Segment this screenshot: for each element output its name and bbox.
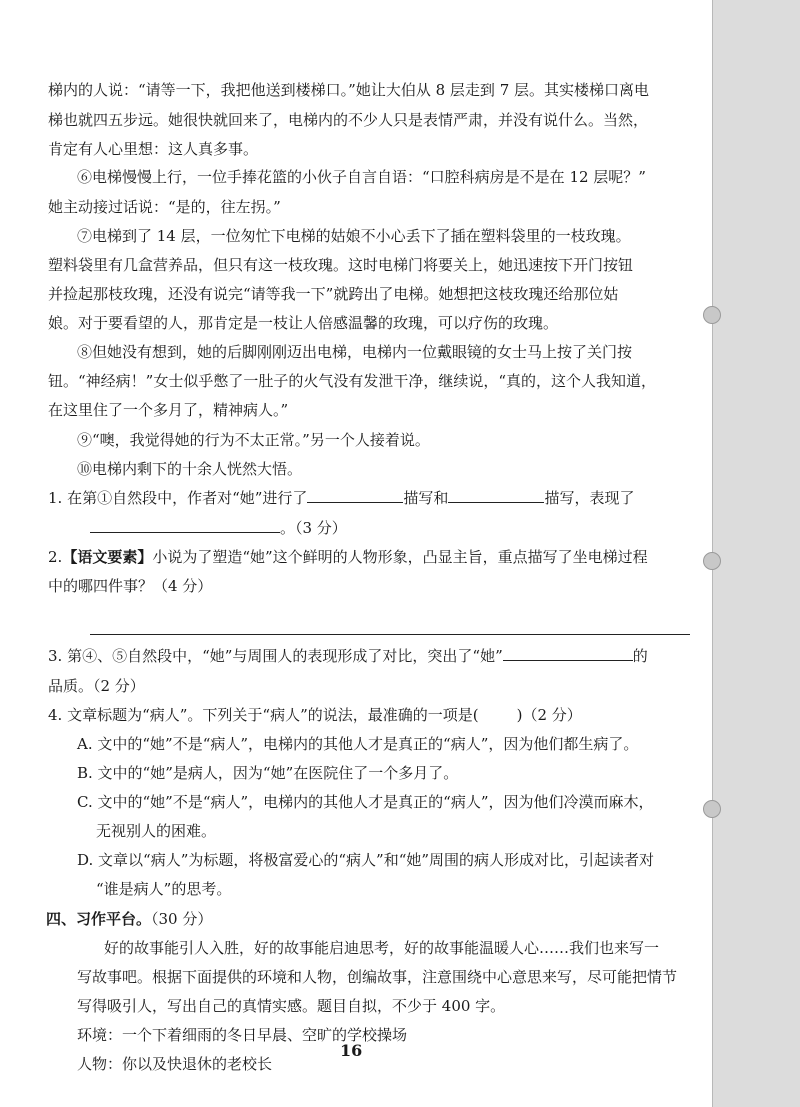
section-4-heading	[46, 909, 212, 929]
question-2-text: 小说为了塑造“她”这个鲜明的人物形象，凸显主旨，重点描写了坐电梯过程	[152, 548, 648, 566]
question-3	[48, 646, 648, 666]
answer-blank[interactable]	[90, 518, 280, 533]
option-b: B. 文中的“她”是病人，因为“她”在医院住了一个多月了。	[77, 764, 459, 782]
option-c-cont: 无视别人的困难。	[96, 822, 217, 840]
question-1-text: 描写和	[403, 489, 449, 507]
writing-prompt: 写故事吧。根据下面提供的环境和人物，创编故事，注意围绕中心意思来写，尽可能把情节	[77, 968, 678, 986]
question-4	[48, 705, 582, 725]
question-1	[48, 488, 634, 508]
passage-line: 梯也就四五步远。她很快就回来了，电梯内的不少人只是表情严肃，并没有说什么。当然，	[48, 111, 649, 129]
passage-line: ⑥电梯慢慢上行，一位手捧花篮的小伙子自言自语：“口腔科病房是不是在 12 层呢？”	[77, 168, 646, 186]
passage-line: 钮。“神经病！”女士似乎憋了一肚子的火气没有发泄干净，继续说，“真的，这个人我知道，	[48, 372, 657, 390]
passage-line: 娘。对于要看望的人，那肯定是一枝让人倍感温馨的玫瑰，可以疗伤的玫瑰。	[48, 314, 559, 332]
question-2	[48, 547, 648, 567]
option-d: D. 文章以“病人”为标题，将极富爱心的“病人”和“她”周围的病人形成对比，引起读者对	[77, 851, 655, 869]
writing-prompt: 好的故事能引人入胜，好的故事能启迪思考，好的故事能温暖人心……我们也来写一	[104, 939, 660, 957]
passage-line: 梯内的人说：“请等一下，我把他送到楼梯口。”她让大伯从 8 层走到 7 层。其实楼梯口离电	[48, 81, 650, 99]
question-1-text: 1. 在第①自然段中，作者对“她”进行了	[48, 489, 308, 507]
passage-line: 塑料袋里有几盒营养品，但只有这一枝玫瑰。这时电梯门将要关上，她迅速按下开门按钮	[48, 256, 634, 274]
page-number: 16	[340, 1041, 363, 1060]
section-score: （30 分）	[151, 910, 213, 928]
question-2-text: 中的哪四件事？（4 分）	[48, 577, 213, 595]
language-element-tag: 【语文要素】	[62, 548, 153, 566]
binding-hole	[703, 800, 721, 818]
characters-line: 人物：你以及快退休的老校长	[77, 1055, 273, 1073]
page-gutter	[712, 0, 800, 1107]
option-a: A. 文中的“她”不是“病人”，电梯内的其他人才是真正的“病人”，因为他们都生病了。	[77, 735, 639, 753]
question-1-text: 描写，表现了	[544, 489, 635, 507]
section-title: 四、习作平台。	[46, 910, 152, 928]
question-4-text: 4. 文章标题为“病人”。下列关于“病人”的说法，最准确的一项是(	[48, 706, 479, 724]
binding-hole	[703, 552, 721, 570]
question-1-cont	[90, 518, 347, 538]
passage-line: 在这里住了一个多月了，精神病人。”	[48, 401, 289, 419]
question-3-text: 3. 第④、⑤自然段中，“她”与周围人的表现形成了对比，突出了“她”	[48, 647, 503, 665]
passage-line: ⑧但她没有想到，她的后脚刚刚迈出电梯，电梯内一位戴眼镜的女士马上按了关门按	[77, 343, 633, 361]
writing-prompt: 写得吸引人，写出自己的真情实感。题目自拟，不少于 400 字。	[77, 997, 506, 1015]
option-c: C. 文中的“她”不是“病人”，电梯内的其他人才是真正的“病人”，因为他们冷漠而麻木，	[77, 793, 654, 811]
question-1-score: 。（3 分）	[280, 519, 347, 537]
passage-line: 并捡起那枝玫瑰，还没有说完“请等我一下”就跨出了电梯。她想把这枝玫瑰还给那位姑	[48, 285, 619, 303]
question-4-text: )（2 分）	[516, 706, 582, 724]
passage-line: ⑦电梯到了 14 层，一位匆忙下电梯的姑娘不小心丢下了插在塑料袋里的一枝玫瑰。	[77, 227, 631, 245]
answer-line[interactable]	[90, 634, 690, 635]
question-2-number: 2.	[48, 548, 63, 566]
environment-line: 环境：一个下着细雨的冬日早晨、空旷的学校操场	[77, 1026, 408, 1044]
answer-blank[interactable]	[503, 646, 633, 661]
passage-line: 肯定有人心里想：这人真多事。	[48, 140, 259, 158]
answer-blank[interactable]	[448, 488, 544, 503]
passage-line: ⑩电梯内剩下的十余人恍然大悟。	[77, 460, 303, 478]
passage-line: 她主动接过话说：“是的，往左拐。”	[48, 198, 281, 216]
question-3-text: 的	[632, 647, 648, 665]
binding-hole	[703, 306, 721, 324]
question-3-text: 品质。（2 分）	[48, 677, 145, 695]
option-d-cont: “谁是病人”的思考。	[96, 880, 232, 898]
answer-blank[interactable]	[307, 488, 403, 503]
passage-line: ⑨“噢，我觉得她的行为不太正常。”另一个人接着说。	[77, 431, 430, 449]
